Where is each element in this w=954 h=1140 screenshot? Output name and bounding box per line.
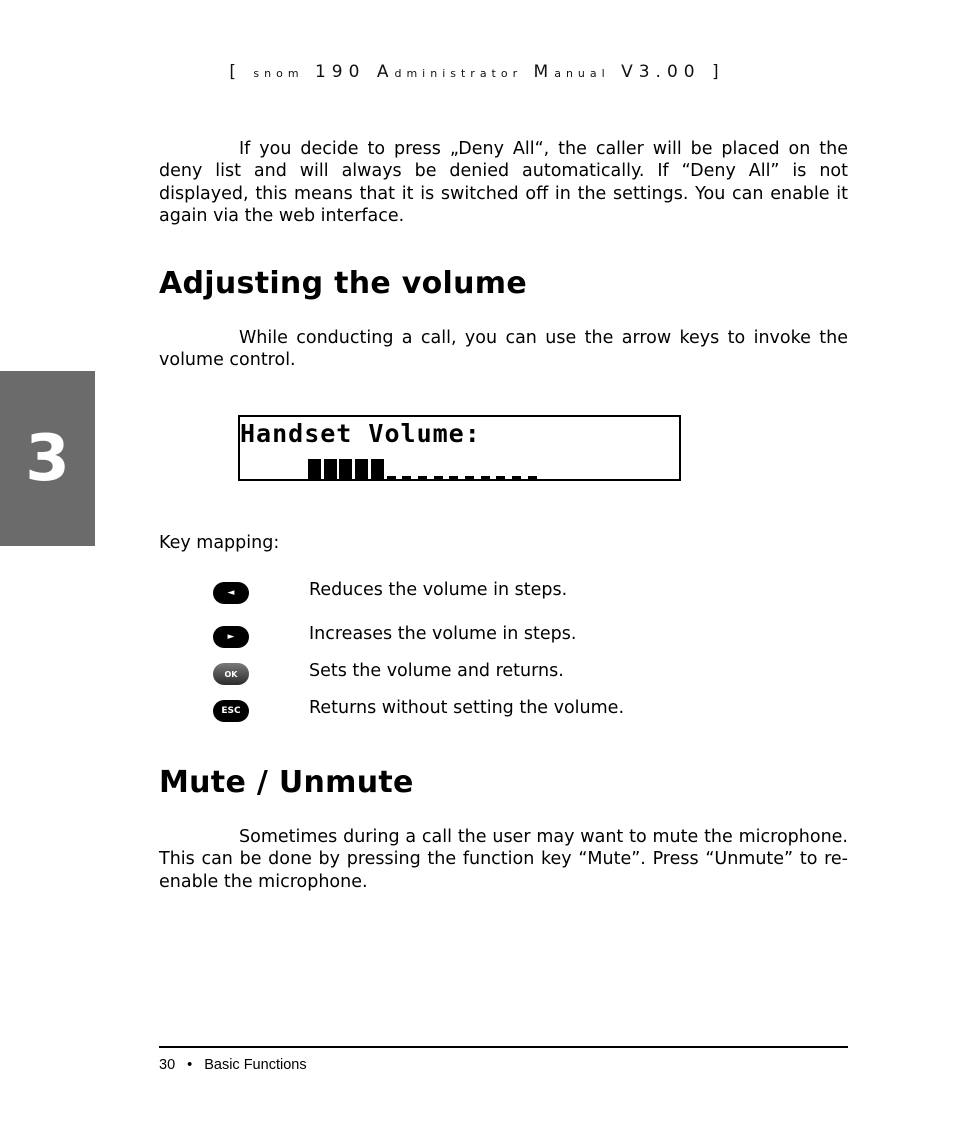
- key-desc-esc: Returns without setting the volume.: [309, 698, 625, 718]
- footer-bullet: •: [187, 1057, 193, 1073]
- key-mapping-label: Key mapping:: [159, 533, 280, 553]
- page-footer: [159, 1057, 307, 1073]
- volume-segment-filled: [339, 459, 352, 480]
- footer-rule: [159, 1046, 848, 1048]
- chapter-tab: 3: [0, 371, 95, 546]
- key-desc-left: Reduces the volume in steps.: [309, 580, 568, 600]
- esc-key-icon: ESC: [213, 700, 249, 722]
- volume-segment-empty: [465, 476, 474, 479]
- lcd-title: Handset Volume:: [240, 419, 481, 448]
- volume-segment-empty: [387, 476, 396, 479]
- heading-mute-unmute: Mute / Unmute: [159, 765, 414, 800]
- intro-paragraph: If you decide to press „Deny All“, the caller will be placed on the deny list and will always be denied automatically. If “Deny All” is not displayed, this means that it is switched off in the settings. You can enable it again via the web interface.: [159, 139, 848, 227]
- key-desc-ok: Sets the volume and returns.: [309, 661, 564, 681]
- key-row-ok: [213, 663, 813, 685]
- header-word-administrator: Administrator: [376, 62, 523, 82]
- header-model: 190: [314, 62, 366, 82]
- heading-adjusting-volume: Adjusting the volume: [159, 266, 527, 301]
- footer-section: Basic Functions: [204, 1057, 307, 1073]
- right-arrow-key-icon: ►: [213, 626, 249, 648]
- volume-segment-empty: [481, 476, 490, 479]
- volume-segment-empty: [512, 476, 521, 479]
- header-brand: snom: [253, 67, 304, 80]
- header-bracket-open: [: [229, 62, 242, 82]
- volume-segment-filled: [371, 459, 384, 480]
- volume-segment-empty: [402, 476, 411, 479]
- volume-paragraph: While conducting a call, you can use the arrow keys to invoke the volume control.: [159, 328, 848, 371]
- volume-segment-filled: [324, 459, 337, 480]
- volume-segment-empty: [434, 476, 443, 479]
- header-bracket-close: ]: [711, 62, 725, 82]
- volume-segment-empty: [418, 476, 427, 479]
- running-header: [0, 62, 954, 82]
- volume-segment-filled: [355, 459, 368, 480]
- key-row-left: [213, 582, 813, 604]
- lcd-display: [238, 415, 681, 481]
- key-desc-right: Increases the volume in steps.: [309, 624, 577, 644]
- volume-segment-empty: [528, 476, 537, 479]
- ok-key-icon: OK: [213, 663, 249, 685]
- header-word-manual: Manual: [533, 62, 610, 82]
- page-number: 30: [159, 1057, 176, 1073]
- volume-segment-empty: [496, 476, 505, 479]
- key-row-esc: [213, 700, 813, 722]
- key-row-right: [213, 626, 813, 648]
- mute-paragraph: Sometimes during a call the user may want to mute the microphone. This can be done by pressing the function key “Mute”. Press “Unmute” to re-enable the microphone.: [159, 827, 848, 892]
- volume-bar: [308, 459, 568, 480]
- volume-segment-empty: [449, 476, 458, 479]
- left-arrow-key-icon: ◄: [213, 582, 249, 604]
- header-version: V3.00: [621, 62, 701, 82]
- volume-segment-filled: [308, 459, 321, 480]
